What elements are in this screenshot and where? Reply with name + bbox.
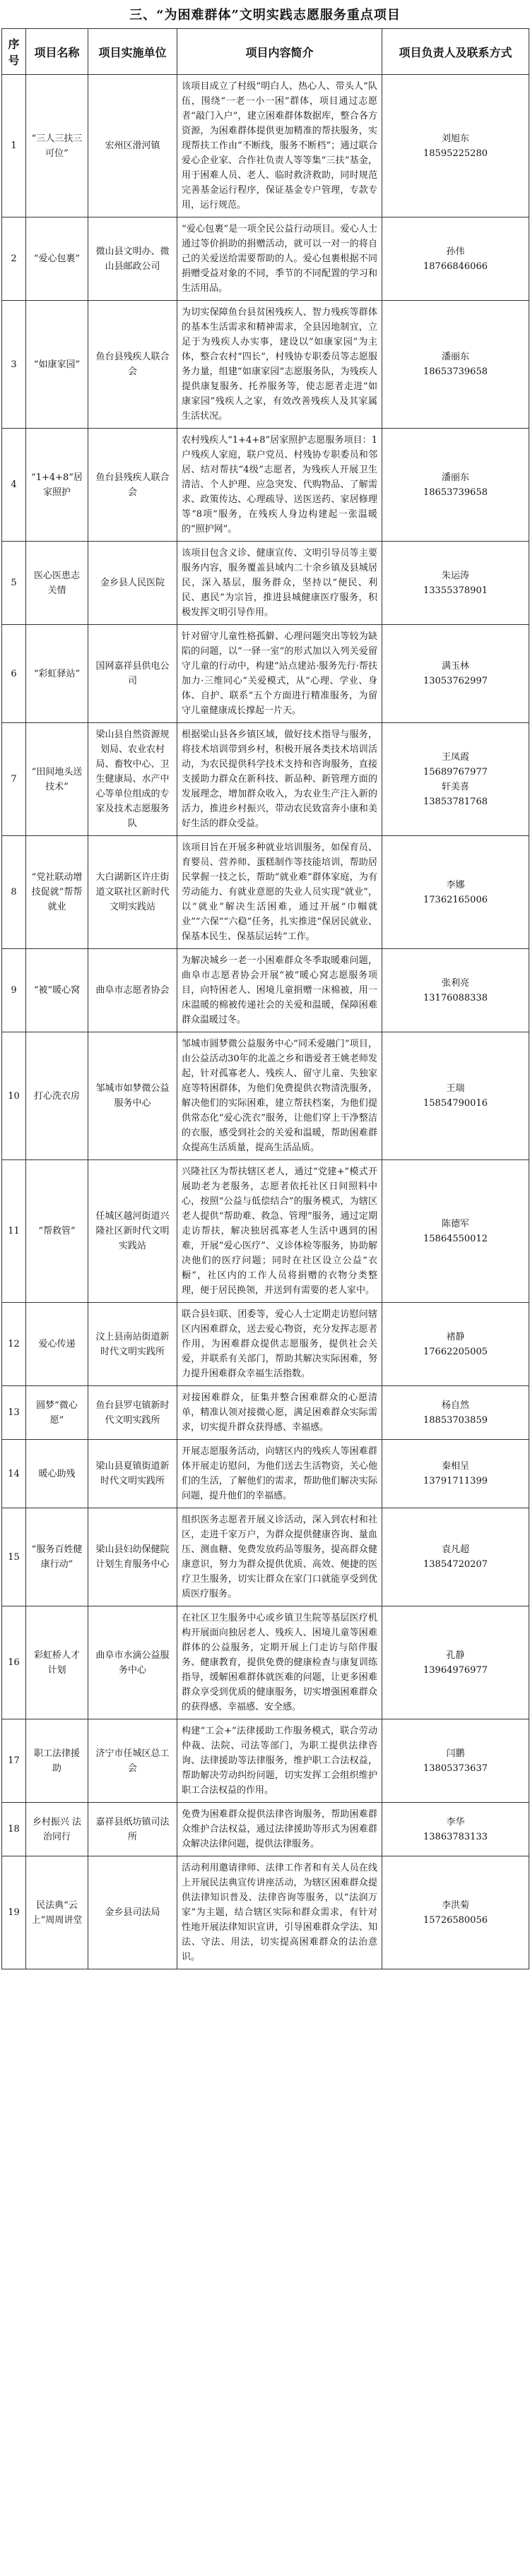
row-intro: 构建“工会+”法律援助工作服务模式，联合劳动仲裁、法院、司法等部门，为职工提供法律咨询、法律援助等法律服务，维护职工合法权益，帮助解决劳动纠纷问题，切实发挥工会组织维护职工合法权益的作用。 [177, 1719, 382, 1803]
row-resp: 满玉林 13053762997 [382, 625, 529, 723]
row-seq: 3 [2, 301, 26, 429]
header-intro: 项目内容简介 [177, 29, 382, 75]
row-intro: 根据梁山县各乡镇区域，做好技术指导与服务，将技术培训带到乡村，积极开展各类技术培训活动，为农民提供科学技术支持和咨询服务，直接支援助力群众在新科技、新品种、新管理方面的发展理念，增加群众收入，为农业生产注入新的活力，推进乡村振兴，带动农民致富奔小康和美好生活的群众受益。 [177, 723, 382, 836]
row-unit: 国网嘉祥县供电公司 [88, 625, 177, 723]
row-intro: 为解决城乡一老一小困难群众冬季取暖难问题，曲阜市志愿者协会开展“被”暖心窝志愿服务项目，向特困老人、困境儿童捐赠一床棉被，用一床温暖的棉被传递社会的关爱和温暖，保障困难群众温暖过冬。 [177, 949, 382, 1032]
row-seq: 10 [2, 1032, 26, 1160]
row-intro: 农村残疾人“1+4+8”居家照护志愿服务项目：1户残疾人家庭，联户党员、村残协专职委员和邻居、结对帮扶“4级”志愿者，为残疾人开展卫生清洁、个人护理、应急突发、代购物品、了解需求、政策传达、心理疏导、送医送药、家居修理等“8项”服务，在残疾人身边构建起一张温暖的“照护网”。 [177, 429, 382, 542]
table-row [2, 625, 529, 723]
row-name: 爱心传递 [26, 1303, 88, 1386]
row-unit: 曲阜市志愿者协会 [88, 949, 177, 1032]
table-header-row [2, 29, 529, 75]
row-intro: 该项目旨在开展多种就业培训服务，如保育员、育婴员、营养师、蛋糕制作等技能培训，帮助居民掌握一技之长，帮助“就业难”群体家庭，为有劳动能力、有就业意愿的失业人员实现“就业”，以“就业”解决生活困难，通过开展“巾帼就业”“六保”“六稳”任务，扎实推进“保居民就业、保基本民生、保基层运转”工作。 [177, 836, 382, 949]
row-unit: 宏州区滑河镇 [88, 75, 177, 217]
table-row [2, 301, 529, 429]
row-name: “党社联动增技促就”帮帮就业 [26, 836, 88, 949]
row-name: 乡村振兴 法治同行 [26, 1803, 88, 1856]
row-seq: 5 [2, 542, 26, 625]
row-name: 民法典“云上”周周讲堂 [26, 1856, 88, 1969]
row-intro: 邹城市圆梦微公益服务中心“同禾爱融门”项目，由公益活动30年的北盖之乡和谐爱者王姚老师发起，针对孤寡老人、残疾人、留守儿童、失独家庭等特困群体，为他们免费提供衣物清洗服务，解决他们的实际困难，建立帮扶档案，为他们提供常态化“爱心洗衣”服务，让他们穿上干净整洁的衣服，感受到社会的关爱和温暖，帮助困难群众提高生活质量，提高生活品质。 [177, 1032, 382, 1160]
row-resp: 秦相呈 13791711399 [382, 1440, 529, 1508]
row-intro: 该项目包含义诊、健康宣传、文明引导员等主要服务内容，服务覆盖县域内二十余乡镇及县城居民，深入基层，服务群众，坚持以“便民、利民、惠民”为宗旨，推进县城健康医疗服务，积极发挥文明引导作用。 [177, 542, 382, 625]
table-row [2, 1606, 529, 1719]
row-intro: 兴隆社区为帮扶辖区老人，通过“党建+”模式开展助老为老服务，志愿者依托社区日间照料中心，按照“公益与低偿结合”的服务模式，为辖区老人提供“帮助难、救急、管理”服务，通过定期走访帮扶，解决独居孤寡老人生活中遇到的困难，开展“爱心医疗”、义诊体检等服务，协助解决他们的医疗问题；同时在社区设立公益“衣橱”，社区内的工作人员将捐赠的衣物分类整理，便于居民换领，并送到有需要的老人家中。 [177, 1160, 382, 1303]
row-seq: 19 [2, 1856, 26, 1969]
table-row [2, 1440, 529, 1508]
header-seq: 序号 [2, 29, 26, 75]
row-name: 圆梦“微心愿” [26, 1386, 88, 1440]
row-name: “服务百姓健康行动” [26, 1508, 88, 1606]
row-seq: 14 [2, 1440, 26, 1508]
row-unit: 济宁市任城区总工会 [88, 1719, 177, 1803]
row-resp: 张利亮 13176088338 [382, 949, 529, 1032]
row-resp: 孙伟 18766846066 [382, 217, 529, 301]
table-row [2, 723, 529, 836]
table-row [2, 1719, 529, 1803]
row-name: 彩虹桥人才计划 [26, 1606, 88, 1719]
table-row [2, 217, 529, 301]
row-name: “田间地头送技术” [26, 723, 88, 836]
table-row [2, 1508, 529, 1606]
row-name: 医心医患志关情 [26, 542, 88, 625]
table-row [2, 1386, 529, 1440]
row-seq: 9 [2, 949, 26, 1032]
row-unit: 汶上县南站街道新时代文明实践所 [88, 1303, 177, 1386]
row-seq: 11 [2, 1160, 26, 1303]
row-resp: 朱运涛 13355378901 [382, 542, 529, 625]
row-resp: 王凤霞 15689767977 轩美喜 13853781768 [382, 723, 529, 836]
row-name: “如康家园” [26, 301, 88, 429]
row-resp: 潘丽东 18653739658 [382, 429, 529, 542]
table-row [2, 1032, 529, 1160]
table-row [2, 542, 529, 625]
row-intro: 组织医务志愿者开展义诊活动，深入到农村和社区，走进千家万户，为群众提供健康咨询、量血压、测血糖、免费发放药品等服务，提高群众健康意识，努力为群众提供优质、高效、便捷的医疗卫生服务，切实让群众在家门口就能享受到优质医疗服务。 [177, 1508, 382, 1606]
row-resp: 李娜 17362165006 [382, 836, 529, 949]
table-row [2, 75, 529, 217]
row-intro: 该项目成立了村级“明白人、热心人、带头人”队伍，围绕“一老一小一困”群体，项目通过志愿者“敲门入户”，建立困难群体数据库，整合各方资源，为困难群体提供更加精准的帮扶服务，实现帮扶工作由“不断线，服务不断档”；通过联合爱心企业家、合作社负责人等等集“三扶”基金，用于困难人员、老人、临时救济救助，同时规范完善基金运行程序，保证基金专户管理，专款专用，运行规范。 [177, 75, 382, 217]
header-unit: 项目实施单位 [88, 29, 177, 75]
row-unit: 鱼台县残疾人联合会 [88, 301, 177, 429]
table-body [2, 75, 529, 1969]
row-intro: “爱心包裹”是一项全民公益行动项目。爱心人士通过等价捐助的捐赠活动，就可以一对一的将自己的关爱送给需要帮助的人。爱心包裹根据不同捐赠受益对象的不同，季节的不同配置的学习和生活用品。 [177, 217, 382, 301]
row-unit: 梁山县夏镇街道新时代文明实践所 [88, 1440, 177, 1508]
row-resp: 潘丽东 18653739658 [382, 301, 529, 429]
row-name: “1+4+8”居家照护 [26, 429, 88, 542]
row-intro: 开展志愿服务活动，向辖区内的残疾人等困难群体开展走访慰问，为他们送去生活物资，关心他们的生活，了解他们的需求，帮助他们解决实际问题，提升他们的幸福感。 [177, 1440, 382, 1508]
row-resp: 李洪菊 15726580056 [382, 1856, 529, 1969]
row-name: 打心洗衣房 [26, 1032, 88, 1160]
row-resp: 褚静 17662205005 [382, 1303, 529, 1386]
row-unit: 邹城市如梦微公益服务中心 [88, 1032, 177, 1160]
row-intro: 免费为困难群众提供法律咨询服务，帮助困难群众维护合法权益，通过法律援助等形式为困难群众解决法律问题，提供法律服务。 [177, 1803, 382, 1856]
row-name: “三人三扶三可位” [26, 75, 88, 217]
row-seq: 13 [2, 1386, 26, 1440]
row-unit: 鱼台县罗屯镇新时代文明实践所 [88, 1386, 177, 1440]
row-resp: 杨自然 18853703859 [382, 1386, 529, 1440]
row-unit: 大白湖新区许庄街道文联社区新时代文明实践站 [88, 836, 177, 949]
table-row [2, 836, 529, 949]
table-row [2, 949, 529, 1032]
row-resp: 陈德军 15864550012 [382, 1160, 529, 1303]
row-unit: 嘉祥县纸坊镇司法所 [88, 1803, 177, 1856]
table-row [2, 1303, 529, 1386]
row-seq: 18 [2, 1803, 26, 1856]
header-resp: 项目负责人及联系方式 [382, 29, 529, 75]
row-unit: 微山县文明办、微山县邮政公司 [88, 217, 177, 301]
table-row [2, 429, 529, 542]
page-title: 三、“为困难群体”文明实践志愿服务重点项目 [129, 8, 401, 23]
row-name: “被”暖心窝 [26, 949, 88, 1032]
row-intro: 活动利用邀请律师、法律工作者和有关人员在线上开展民法典宣传讲座活动，为辖区困难群众提供法律知识普及、法律咨询等服务，以“法润万家”为主题，结合辖区实际和群众需求，有针对性地开展法律知识宣讲，引导困难群众学法、知法、守法、用法，切实提高困难群众的法治意识。 [177, 1856, 382, 1969]
header-name: 项目名称 [26, 29, 88, 75]
row-seq: 17 [2, 1719, 26, 1803]
row-seq: 2 [2, 217, 26, 301]
row-name: “爱心包裹” [26, 217, 88, 301]
row-seq: 4 [2, 429, 26, 542]
row-seq: 12 [2, 1303, 26, 1386]
table-row [2, 1160, 529, 1303]
row-unit: 鱼台县残疾人联合会 [88, 429, 177, 542]
row-unit: 金乡县司法局 [88, 1856, 177, 1969]
row-unit: 梁山县妇幼保健院计划生育服务中心 [88, 1508, 177, 1606]
row-resp: 袁凡超 13854720207 [382, 1508, 529, 1606]
row-unit: 金乡县人民医院 [88, 542, 177, 625]
row-seq: 8 [2, 836, 26, 949]
row-seq: 1 [2, 75, 26, 217]
row-seq: 6 [2, 625, 26, 723]
row-resp: 李华 13863783133 [382, 1803, 529, 1856]
row-intro: 为切实保障鱼台县贫困残疾人、智力残疾等群体的基本生活需求和精神需求，全县因地制宜，立足于为残疾人办实事，建设以“如康家园”为主体，整合农村“四长”，村残协专职委员等志愿服务力量，组建“如康家园”志愿服务队，为残疾人提供康复服务、托养服务等，使志愿者走进“如康家园”残疾人之家，有效改善残疾人及其家属生活状况。 [177, 301, 382, 429]
row-resp: 刘旭东 18595225280 [382, 75, 529, 217]
row-seq: 16 [2, 1606, 26, 1719]
row-unit: 梁山县自然资源规划局、农业农村局、畜牧中心、卫生健康局、水产中心等单位组成的专家及技术志愿服务队 [88, 723, 177, 836]
row-intro: 联合县妇联、团委等，爱心人士定期走访慰问辖区内困难群众，送去爱心物资，充分发挥志愿者作用，为困难群众提供志愿服务，提供社会关爱，并联系有关部门，帮助其解决实际困难，努力提升困难群众幸福生活指数。 [177, 1303, 382, 1386]
row-intro: 对接困难群众，征集并整合困难群众的心愿清单，精准认领对接微心愿，满足困难群众实际需求，切实提升群众获得感、幸福感。 [177, 1386, 382, 1440]
row-resp: 闫鹏 13805373637 [382, 1719, 529, 1803]
row-unit: 曲阜市水滴公益服务中心 [88, 1606, 177, 1719]
row-resp: 孔静 13964976977 [382, 1606, 529, 1719]
table-row [2, 1856, 529, 1969]
row-name: 暖心助残 [26, 1440, 88, 1508]
row-name: “彩虹驿站” [26, 625, 88, 723]
row-intro: 针对留守儿童性格孤僻、心理问题突出等较为缺陷的问题，以“一驿一室”的形式加以入列关爱留守儿童的行动中，构建“站点建站·服务先行·帮扶加力·三维同心”关爱模式，从“心理、学业、身体、自护、联系”五个方面进行精准服务，为留守儿童健康成长撑起一片天。 [177, 625, 382, 723]
row-resp: 王瑞 15854790016 [382, 1032, 529, 1160]
row-intro: 在社区卫生服务中心或乡镇卫生院等基层医疗机构开展面向独居老人、残疾人、困境儿童等困难群体的公益服务，定期开展上门走访与陪伴服务、健康教育，提供免费的健康检查与康复训练指导，缓解困难群体就医难的问题，让更多困难群众享受到优质的健康服务，切实增强困难群众的获得感、幸福感、安全感。 [177, 1606, 382, 1719]
row-name: 职工法律援助 [26, 1719, 88, 1803]
projects-table [1, 28, 529, 1969]
table-row [2, 1803, 529, 1856]
row-seq: 7 [2, 723, 26, 836]
row-name: “帮救管” [26, 1160, 88, 1303]
row-unit: 任城区越河街道兴隆社区新时代文明实践站 [88, 1160, 177, 1303]
row-seq: 15 [2, 1508, 26, 1606]
